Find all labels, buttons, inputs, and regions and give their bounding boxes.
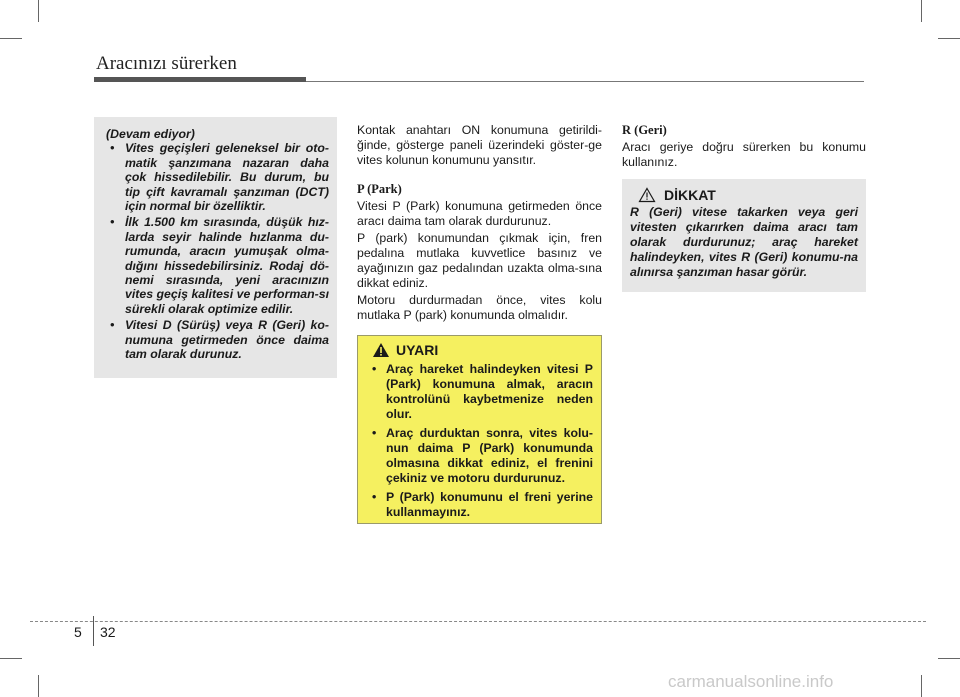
crop-mark [921, 675, 922, 697]
footer-dashed-rule [30, 621, 926, 622]
park-heading: P (Park) [357, 182, 402, 196]
park-paragraph: Motoru durdurmadan önce, vites kolu mutlaka P (park) konumunda olmalıdır. [357, 293, 602, 322]
note-item: • İlk 1.500 km sırasında, düşük hız-larda seyir halinde hızlanma du-rumunda, aracın yumuşak olma-dığını hissedebilirsiniz. Rodaj dö-nemi sırasında, yeni aracınızın vites geçiş kalitesi ve performan-sı sürekli olarak optimize edilir. [106, 215, 329, 316]
warning-list [366, 362, 593, 520]
watermark: carmanualsonline.info [668, 672, 834, 691]
warning-item: • Araç hareket halindeyken vitesi P (Park) konumuna almak, aracın kontrolünü kaybetmenize neden olur. [366, 362, 593, 422]
crop-mark [0, 38, 22, 39]
warning-title: UYARI [396, 341, 439, 358]
park-paragraph: P (park) konumundan çıkmak için, fren pedalına mutlaka kuvvetlice basınız ve ayağınızın gaz pedalından uzakta olma-sına dikkat ediniz. [357, 231, 602, 290]
section-title: Aracınızı sürerken [96, 53, 237, 74]
crop-mark [938, 38, 960, 39]
caution-header [638, 187, 858, 203]
header-rule-thin [306, 81, 864, 82]
note-list [106, 141, 329, 361]
warning-item: • P (Park) konumunu el freni yerine kullanmayınız. [366, 490, 593, 520]
reverse-column [622, 123, 866, 170]
park-paragraph: Vitesi P (Park) konumuna getirmeden önce aracı daima tam olarak durdurunuz. [357, 199, 602, 228]
park-column [357, 123, 602, 325]
crop-mark [38, 0, 39, 22]
chapter-number: 5 [74, 624, 82, 640]
footer-separator [93, 616, 94, 646]
caution-triangle-icon [638, 187, 656, 203]
crop-mark [921, 0, 922, 22]
note-item: • Vitesi D (Sürüş) veya R (Geri) ko-numuna getirmeden önce daima tam olarak durunuz. [106, 318, 329, 361]
note-item: • Vites geçişleri geleneksel bir oto-matik şanzımana nazaran daha çok hissedilebilir. Bu durum, bu tip çift kavramalı şanzıman (DCT) için normal bir özelliktir. [106, 141, 329, 213]
crop-mark [0, 658, 22, 659]
reverse-paragraph: Aracı geriye doğru sürerken bu konumu kullanınız. [622, 140, 866, 169]
warning-box [357, 335, 602, 524]
crop-mark [38, 675, 39, 697]
warning-triangle-icon [372, 342, 390, 358]
warning-item: • Araç durduktan sonra, vites kolu-nun daima P (Park) konumunda olmasına dikkat ediniz, el frenini çekiniz ve motoru durdurunuz. [366, 426, 593, 486]
reverse-heading: R (Geri) [622, 123, 667, 137]
caution-title: DİKKAT [664, 186, 716, 203]
intro-paragraph: Kontak anahtarı ON konumuna getirildi-ğinde, gösterge paneli üzerindeki göster-ge vites kolunun konumunu yansıtır. [357, 123, 602, 167]
caution-text: R (Geri) vitese takarken veya geri vitesten çıkarırken daima aracı tam olarak durdurunuz; araç hareket halindeyken, vites R (Geri) konumu-na alınırsa şanzıman hasar görür. [630, 205, 858, 279]
caution-box [622, 179, 866, 292]
note-box [94, 117, 337, 378]
header-rule-thick [94, 77, 306, 82]
page-number: 32 [100, 624, 116, 640]
note-continued: (Devam ediyor) [106, 127, 195, 141]
warning-header [372, 342, 593, 358]
crop-mark [938, 658, 960, 659]
